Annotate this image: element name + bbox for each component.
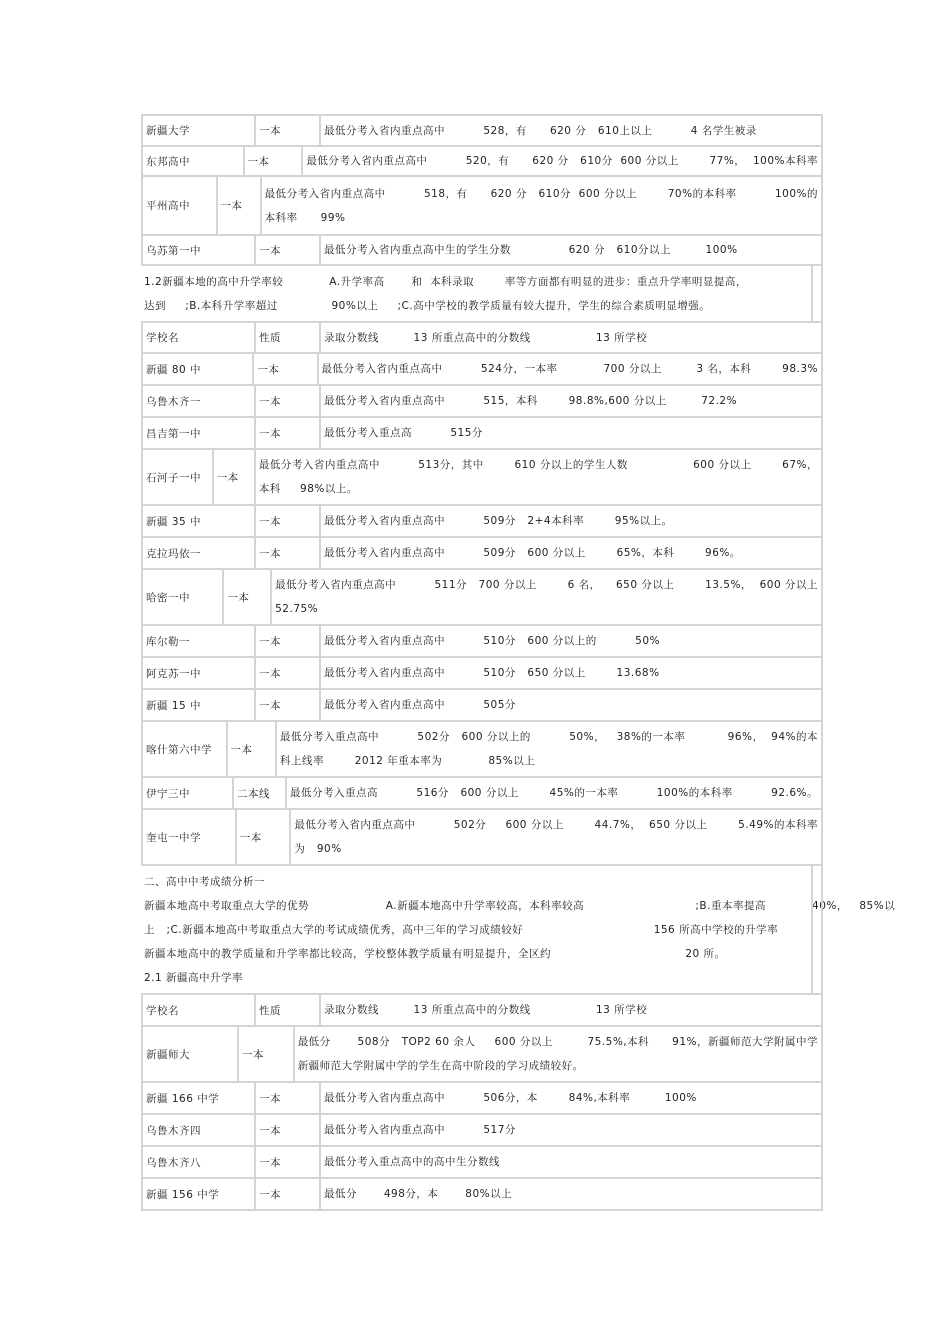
table-row [141,690,823,722]
table-row [141,114,823,147]
paragraph-line: 上 ;C.新疆本地高中考取重点大学的考试成绩优秀，高中三年的学习成绩较好 156 所高中学校的升学率 [144,924,779,936]
table-row [141,1147,823,1179]
school-type-cell: 一本 [254,354,318,384]
school-type-cell: 一本 [256,386,321,416]
admission-detail-cell [321,658,823,688]
school-type-cell: 性质 [256,323,321,352]
table-row [141,570,823,626]
admission-detail-cell [321,236,823,264]
school-name-cell: 喀什第六中学 [141,722,228,776]
paragraph-block [141,866,896,995]
detail-line: 最低分考入省内重点高中 506分，本 84%,本科率 100% [324,1092,697,1104]
table-row [141,626,823,658]
school-name-cell: 库尔勒一 [141,626,256,656]
table-row [141,147,823,177]
admission-detail-cell [321,506,823,536]
detail-line: 最低分考入省内重点高中生的学生分数 620 分 610分以上 100% [324,244,738,256]
school-name-cell: 乌鲁木齐四 [141,1115,256,1145]
school-type-cell: 一本 [256,1083,321,1113]
margin-divider [811,866,823,993]
detail-line: 最低分考入省内重点高中 524分，一本率 700 分以上 3 名，本科 98.3% [321,363,818,375]
table-row [141,236,823,266]
table-row [141,323,823,354]
admission-detail-cell [262,177,823,234]
detail-line: 最低分考入省内重点高中 515，本科 98.8%,600 分以上 72.2% [324,395,738,407]
school-name-cell: 乌鲁木齐一 [141,386,256,416]
table-row [141,386,823,418]
school-type-cell: 一本 [256,1147,321,1177]
detail-line: 最低分考入省内重点高中 520，有 620 分 610分 600 分以上 77%， 100%本科率 [306,155,818,167]
detail-line: 最低分考入省内重点高中 518，有 620 分 610分 600 分以上 70%的本科率 100%的 [264,187,818,200]
paragraph-line: 新疆本地高中的教学质量和升学率都比较高，学校整体教学质量有明显提升，全区约 20 所。 [144,948,726,960]
table-row [141,506,823,538]
school-name-cell: 新疆师大 [141,1027,239,1081]
table-row [141,354,823,386]
table-row [141,177,823,236]
school-name-cell: 奎屯一中学 [141,810,237,864]
admission-detail-cell [291,810,823,864]
school-type-cell: 一本 [256,418,321,448]
school-type-cell: 一本 [214,450,256,504]
detail-line: 新疆师范大学附属中学的学生在高中阶段的学习成绩较好。 [297,1060,584,1072]
school-type-cell: 一本 [245,147,304,175]
admission-detail-cell [295,1027,823,1081]
admission-detail-cell [321,1115,823,1145]
school-type-cell: 二本线 [234,778,287,808]
detail-line: 科上线率 2012 年重本率为 85%以上 [280,755,536,767]
detail-line: 最低分考入省内重点高中 511分 700 分以上 6 名， 650 分以上 13.5%， 600 分以上 [275,579,818,591]
school-type-cell: 一本 [256,538,321,568]
detail-line: 最低分考入省内重点高中 510分 600 分以上的 50% [324,635,661,647]
school-name-cell: 新疆大学 [141,116,256,145]
admission-detail-cell [256,450,823,504]
paragraph-line: 2.1 新疆高中升学率 [144,972,244,984]
school-type-cell: 一本 [256,236,321,264]
admission-detail-cell [321,1147,823,1177]
school-type-cell: 一本 [237,810,292,864]
table-row [141,722,823,778]
school-type-cell: 一本 [256,690,321,720]
detail-line: 录取分数线 13 所重点高中的分数线 13 所学校 [324,1004,648,1016]
paragraph-line: 达到 ;B.本科升学率超过 90%以上 ;C.高中学校的教学质量有较大提升，学生的综合素质明显增强。 [144,300,711,312]
detail-line: 为 90% [294,843,342,855]
admission-detail-cell [321,626,823,656]
school-name-cell: 昌吉第一中 [141,418,256,448]
paragraph-line: 新疆本地高中考取重点大学的优势 A.新疆本地高中升学率较高，本科率较高 ;B.重本率提高 40%， 85%以 [144,900,896,912]
detail-line: 最低分考入省内重点高中 509分 2+4本科率 95%以上。 [324,515,673,527]
school-name-cell: 阿克苏一中 [141,658,256,688]
admission-detail-cell [321,1083,823,1113]
detail-line: 最低分考入重点高中 502分 600 分以上的 50%， 38%的一本率 96%， 94%的本 [280,731,818,743]
detail-line: 52.75% [275,603,319,615]
school-type-cell: 一本 [256,116,321,145]
detail-line: 本科 98%以上。 [258,483,358,495]
school-type-cell: 一本 [218,177,262,234]
school-name-cell: 新疆 156 中学 [141,1179,256,1209]
school-name-cell: 东邦高中 [141,147,245,175]
document-page [141,114,896,1211]
table-row [141,995,823,1027]
admission-detail-cell [321,116,823,145]
admission-detail-cell [287,778,823,808]
table-row [141,418,823,450]
school-type-cell: 性质 [256,995,321,1025]
school-name-cell: 新疆 15 中 [141,690,256,720]
school-name-cell: 伊宁三中 [141,778,234,808]
school-name-cell: 石河子一中 [141,450,214,504]
school-name-cell: 新疆 80 中 [141,354,254,384]
detail-line: 最低分考入省内重点高中 528，有 620 分 610上以上 4 名学生被录 [324,124,757,137]
table-row [141,1083,823,1115]
school-name-cell: 新疆 166 中学 [141,1083,256,1113]
school-name-cell: 克拉玛依一 [141,538,256,568]
school-name-cell: 新疆 35 中 [141,506,256,536]
table-row [141,450,823,506]
detail-line: 最低分考入重点高中的高中生分数线 [324,1156,500,1168]
table-row [141,1027,823,1083]
school-type-cell: 一本 [256,658,321,688]
school-name-cell: 平州高中 [141,177,218,234]
table-row [141,1115,823,1147]
admission-detail-cell [321,418,823,448]
school-name-cell: 学校名 [141,323,256,352]
school-name-cell: 乌苏第一中 [141,236,256,264]
paragraph-line: 1.2新疆本地的高中升学率较 A.升学率高 和 本科录取 率等方面都有明显的进步：重点升学率明显提高， [144,276,747,288]
admission-detail-cell [321,386,823,416]
admission-detail-cell [321,995,823,1025]
detail-line: 最低分考入省内重点高中 510分 650 分以上 13.68% [324,667,660,679]
detail-line: 最低分考入重点高 516分 600 分以上 45%的一本率 100%的本科率 92.6%。 [290,787,818,799]
detail-line: 最低分 508分 TOP2 60 余人 600 分以上 75.5%,本科 91%，新疆师范大学附属中学 [297,1036,818,1048]
school-name-cell: 学校名 [141,995,256,1025]
detail-line: 最低分考入省内重点高中 509分 600 分以上 65%，本科 96%。 [324,547,741,559]
school-name-cell: 乌鲁木齐八 [141,1147,256,1177]
paragraph-block [141,266,823,323]
admission-detail-cell [321,690,823,720]
school-type-cell: 一本 [256,626,321,656]
admission-detail-cell [272,570,823,624]
admission-detail-cell [303,147,823,175]
school-type-cell: 一本 [239,1027,295,1081]
margin-divider [811,266,823,321]
admission-detail-cell [277,722,823,776]
school-type-cell: 一本 [256,1115,321,1145]
table-row [141,1179,823,1211]
admission-detail-cell [321,538,823,568]
detail-line: 最低分考入省内重点高中 505分 [324,699,516,711]
paragraph-line: 二、高中中考成绩分析一 [144,876,265,888]
detail-line: 最低分考入重点高 515分 [324,427,483,439]
table-row [141,778,823,810]
school-name-cell: 哈密一中 [141,570,224,624]
school-type-cell: 一本 [224,570,272,624]
admission-detail-cell [321,323,823,352]
admission-detail-cell [321,1179,823,1209]
school-type-cell: 一本 [256,1179,321,1209]
admission-detail-cell [319,354,823,384]
table-row [141,810,823,866]
school-type-cell: 一本 [228,722,278,776]
detail-line: 最低分 498分，本 80%以上 [324,1188,513,1200]
school-type-cell: 一本 [256,506,321,536]
table-row [141,658,823,690]
detail-line: 最低分考入省内重点高中 502分 600 分以上 44.7%， 650 分以上 5.49%的本科率 [294,819,818,831]
detail-line: 最低分考入省内重点高中 517分 [324,1124,516,1136]
table-row [141,538,823,570]
detail-line: 录取分数线 13 所重点高中的分数线 13 所学校 [324,331,648,344]
detail-line: 本科率 99% [264,211,346,224]
detail-line: 最低分考入省内重点高中 513分，其中 610 分以上的学生人数 600 分以上 67%， [258,459,818,471]
